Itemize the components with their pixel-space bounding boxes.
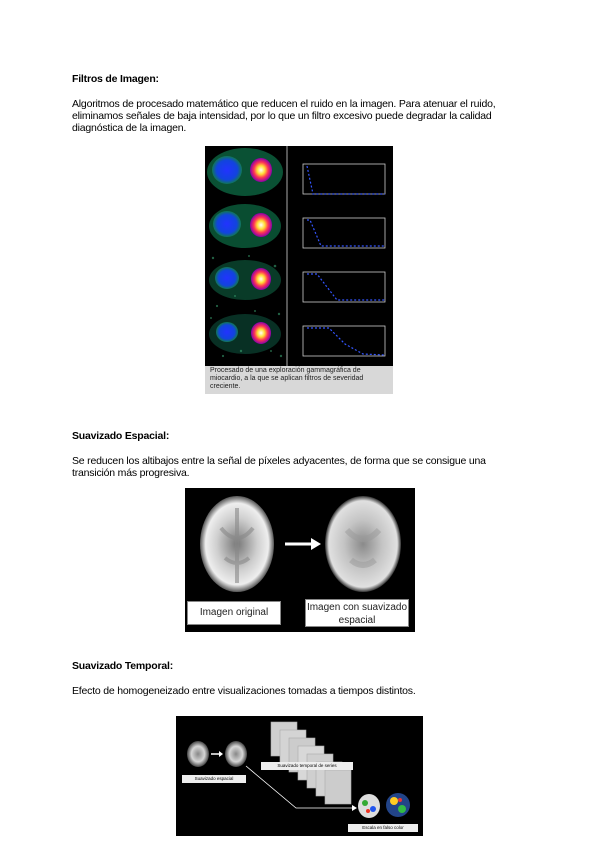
section-body-filtros: Algoritmos de procesado matemático que reducen el ruido en la imagen. Para atenuar el ruido, eliminamos señales de baja intensidad, por lo que un filtro excesivo puede degradar la calidad diagnóstica de la imagen.	[72, 98, 496, 134]
section-heading-temporal: Suavizado Temporal:	[72, 660, 174, 672]
caption-temporal: Suavizado temporal de series	[261, 762, 353, 770]
caption-spatial: Suavizado espacial	[182, 775, 246, 783]
section-heading-filtros: Filtros de Imagen:	[72, 73, 159, 85]
section-heading-espacial: Suavizado Espacial:	[72, 430, 170, 442]
filter-figure	[205, 146, 393, 394]
section-body-espacial: Se reducen los altibajos entre la señal de píxeles adyacentes, de forma que se consigue una transición más progresiva.	[72, 455, 486, 479]
filter-figure-caption: Procesado de una exploración gammagráfica de miocardio, a la que se aplican filtros de severidad creciente.	[210, 367, 364, 390]
filter-figure-graphic	[205, 146, 393, 366]
label-smoothed: Imagen con suavizado espacial	[305, 599, 409, 627]
spatial-figure-graphic	[185, 488, 415, 598]
caption-colour: Escala en falso color	[348, 824, 418, 832]
label-original: Imagen original	[187, 601, 281, 625]
section-body-temporal: Efecto de homogeneizado entre visualizaciones tomadas a tiempos distintos.	[72, 685, 416, 697]
temporal-figure	[176, 716, 423, 836]
spatial-figure	[185, 488, 415, 632]
